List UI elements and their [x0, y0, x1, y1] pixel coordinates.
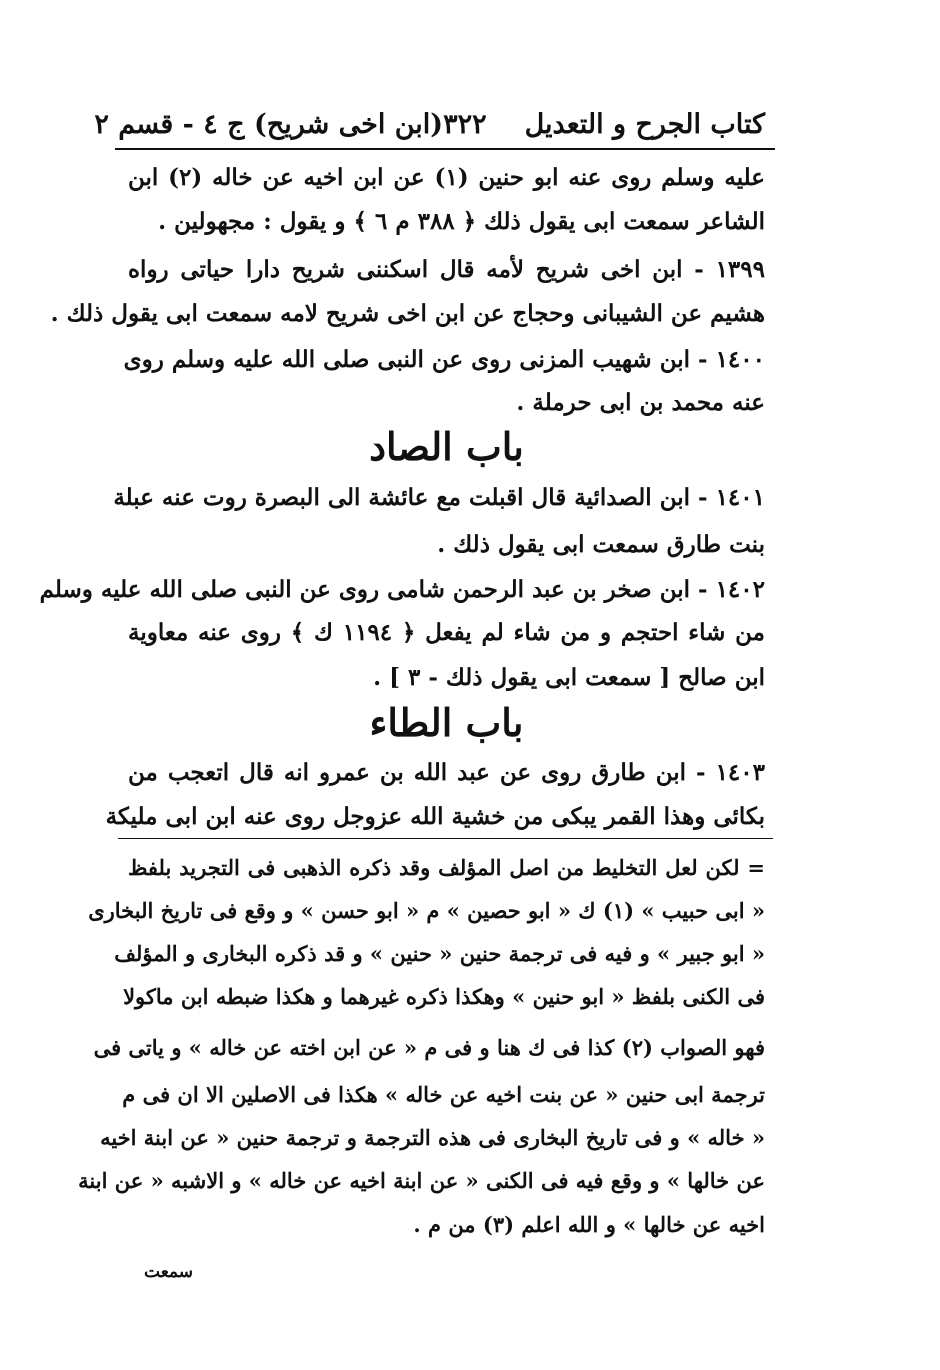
catchword: سمعت — [144, 1262, 193, 1282]
footnote-rule — [118, 838, 773, 839]
page-number: ٣٢٢ — [443, 109, 487, 140]
running-header — [94, 96, 765, 140]
footnote-line: ترجمة ابى حنين « عن بنت اخيه عن خاله » هكذا فى الاصلين الا ان فى م — [122, 1082, 765, 1107]
chapter-heading-sad: باب الصاد — [369, 424, 524, 469]
entry-1402-line: ١٤٠٢ - ابن صخر بن عبد الرحمن شامى روى عن النبى صلى الله عليه وسلم — [39, 576, 765, 603]
header-rule — [115, 148, 775, 150]
text-line: من شاء احتجم و من شاء لم يفعل ﴿ ١١٩٤ ك ﴾ روى عنه معاوية — [128, 619, 765, 646]
text-line: بنت طارق سمعت ابى يقول ذلك . — [437, 531, 765, 558]
entry-1403-line: ١٤٠٣ - ابن طارق روى عن عبد الله بن عمرو انه قال اتعجب من — [128, 759, 765, 786]
footnote-line: اخيه عن خالها » و الله اعلم (٣) من م . — [413, 1212, 765, 1237]
text-line: عنه محمد بن ابى حرملة . — [516, 389, 765, 416]
footnote-line: « خاله » و فى تاريخ البخارى فى هذه الترجمة و ترجمة حنين « عن ابنة اخيه — [100, 1125, 765, 1150]
text-line: الشاعر سمعت ابى يقول ذلك ﴿ ٣٨٨ م ٦ ﴾ و يقول : مجهولين . — [158, 208, 765, 235]
entry-1399-line: ١٣٩٩ - ابن اخى شريح لأمه قال اسكننى شريح دارا حياتى رواه — [128, 256, 765, 283]
text-line: عليه وسلم روى عنه ابو حنين (١) عن ابن اخيه عن خاله (٢) ابن — [128, 164, 765, 191]
footnote-line: « ابو جبير » و فيه فى ترجمة حنين « حنين » و قد ذكره البخارى و المؤلف — [114, 941, 765, 966]
footnote-line: « ابى حبيب » (١) ك « ابو حصين » م « ابو حسن » و وقع فى تاريخ البخارى — [88, 898, 765, 923]
chapter-heading-ta: باب الطاء — [369, 700, 524, 745]
entry-1401-line: ١٤٠١ - ابن الصدائية قال اقبلت مع عائشة الى البصرة روت عنه عبلة — [113, 484, 765, 511]
book-title: كتاب الجرح و التعديل — [524, 109, 765, 140]
text-line: بكائى وهذا القمر يبكى من خشية الله عزوجل روى عنه ابن ابى مليكة — [105, 803, 765, 830]
text-line: ابن صالح [ سمعت ابى يقول ذلك - ٣ ] . — [373, 664, 765, 691]
footnote-line: = لكن لعل التخليط من اصل المؤلف وقد ذكره الذهبى فى التجريد بلفظ — [128, 855, 765, 880]
footnote-line: عن خالها » و وقع فيه فى الكنى « عن ابنة اخيه عن خاله » و الاشبه « عن ابنة — [78, 1168, 765, 1193]
footnote-line: فهو الصواب (٢) كذا فى ك هنا و فى م « عن ابن اخته عن خاله » و ياتى فى — [93, 1035, 765, 1060]
entry-1400-line: ١٤٠٠ - ابن شهيب المزنى روى عن النبى صلى الله عليه وسلم روى — [123, 346, 765, 373]
section-label: (ابن اخى شريح) ج ٤ - قسم ٢ — [94, 109, 444, 140]
text-line: هشيم عن الشيبانى وحجاج عن ابن اخى شريح لامه سمعت ابى يقول ذلك . — [50, 300, 765, 327]
footnote-line: فى الكنى بلفظ « ابو حنين » وهكذا ذكره غيرهما و هكذا ضبطه ابن ماكولا — [123, 984, 765, 1009]
header-right-group — [443, 109, 765, 140]
